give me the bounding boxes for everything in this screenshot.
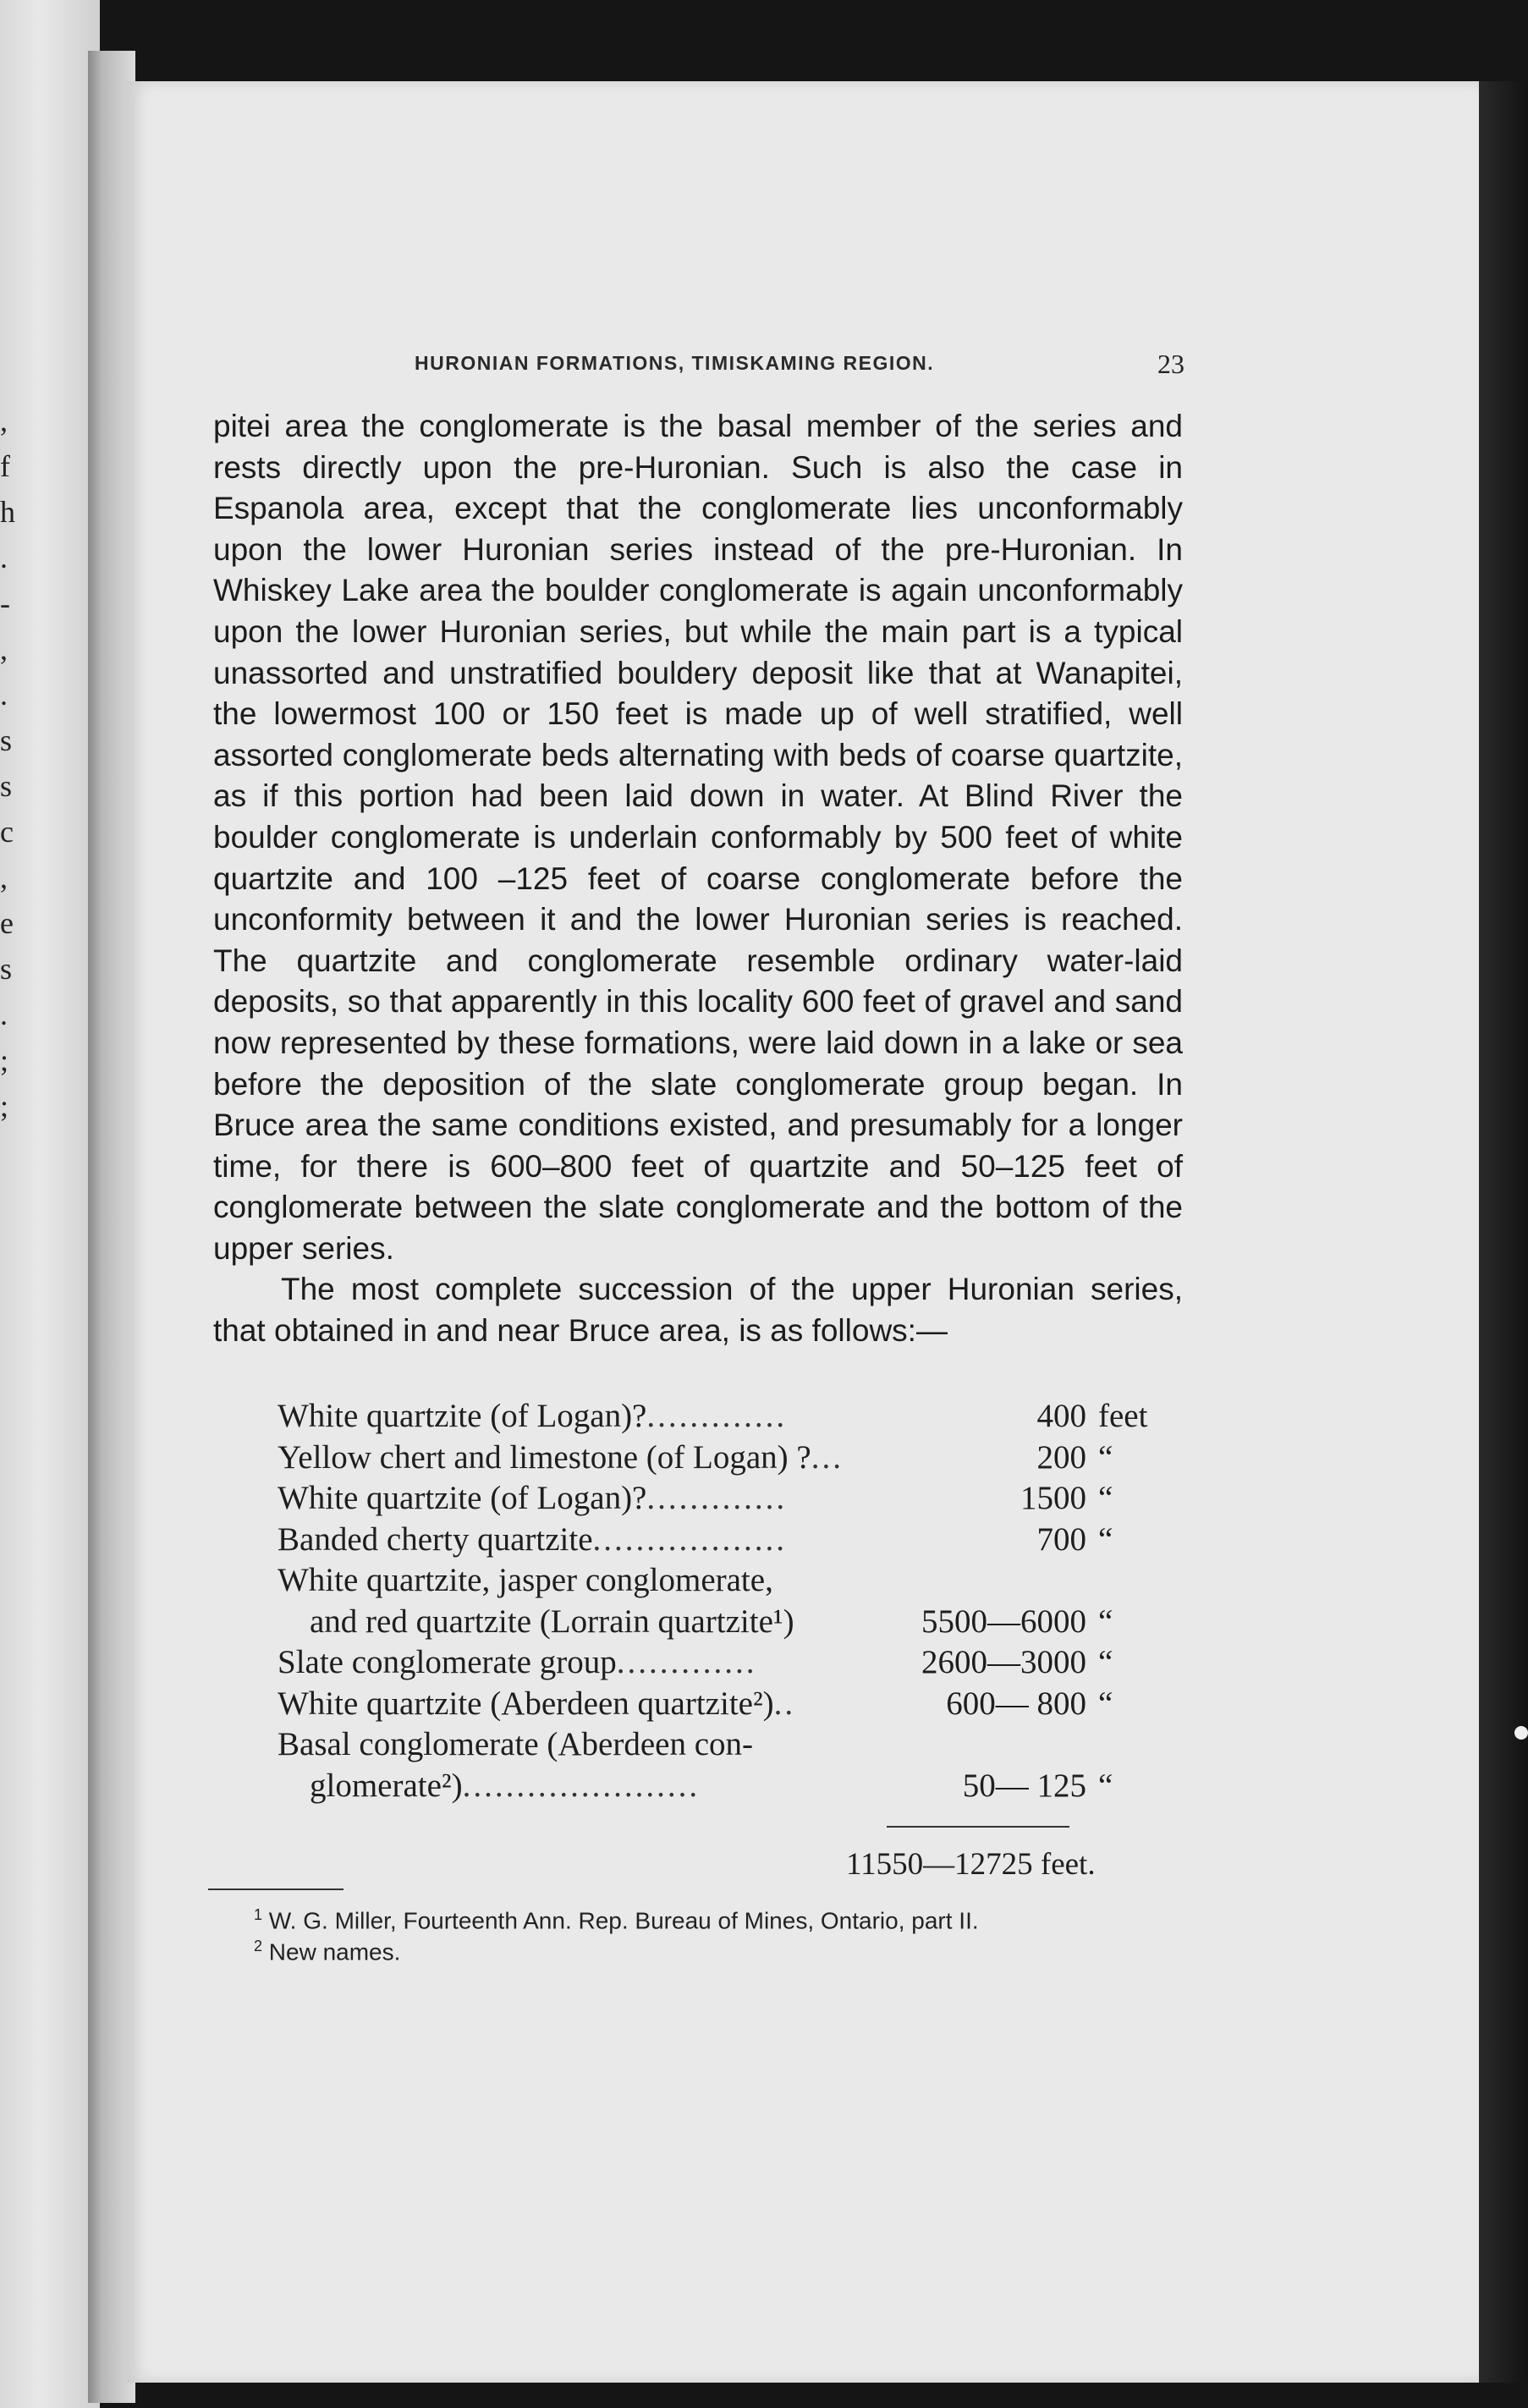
formation-label: Slate conglomerate group............. xyxy=(278,1644,757,1680)
thickness-unit: “ xyxy=(1098,1685,1113,1722)
thickness-value: 200 xyxy=(1036,1438,1086,1476)
table-row xyxy=(278,1520,1157,1561)
thickness-unit: “ xyxy=(1098,1767,1113,1804)
table-row xyxy=(278,1602,1157,1643)
table-row xyxy=(278,1396,1157,1438)
body-text xyxy=(213,406,1183,1352)
thickness-unit: “ xyxy=(1098,1644,1113,1680)
footnote-1: $^1$ W. G. Miller, Fourteenth Ann. Rep. Bureau of Mines, Ontario, part II. xyxy=(254,1906,979,1934)
thickness-value: 2600—3000 xyxy=(921,1644,1086,1680)
formation-label: Basal conglomerate (Aberdeen con- xyxy=(278,1726,753,1762)
thickness-unit: “ xyxy=(1098,1520,1113,1558)
formation-label: Banded cherty quartzite.................. xyxy=(278,1520,787,1558)
thickness-unit: “ xyxy=(1098,1603,1113,1640)
thickness-value xyxy=(909,1724,1086,1766)
thickness-value: 1500 xyxy=(1020,1480,1086,1516)
formation-label: White quartzite (of Logan)?............. xyxy=(278,1480,788,1516)
thickness-unit: “ xyxy=(1098,1438,1113,1476)
thickness-value xyxy=(909,1560,1086,1602)
table-row xyxy=(278,1642,1157,1684)
page-number: 23 xyxy=(1157,349,1184,379)
formation-label: White quartzite (of Logan)?............. xyxy=(278,1398,788,1434)
thickness-unit: feet xyxy=(1098,1398,1148,1434)
table-row xyxy=(278,1684,1157,1725)
table-row xyxy=(278,1560,1157,1602)
thickness-value: 5500—6000 xyxy=(921,1603,1086,1640)
paragraph: pitei area the conglomerate is the basal member of the series and rests directly upon the pre-Huronian. Such is also the case in Espanola area, except that the conglomerate lies unconformably upon the lower Huronian series instead of the pre-Huronian. In Whiskey Lake area the boulder conglomerate is again unconformably upon the lower Huronian series, but while the main part is a typical unassorted and unstratified bouldery deposit like that at Wanapitei, the lowermost 100 or 150 feet is made up of well stratified, well assorted conglomerate beds alternating with beds of coarse quartzite, as if this portion had been laid down in water. At Blind River the boulder conglomerate is underlain conformably by 500 feet of white quartzite and 100 –125 feet of coarse conglomerate before the unconformity between it and the lower Huronian series is reached. The quartzite and conglomerate resemble ordinary water-laid deposits, so that apparently in this locality 600 feet of gravel and sand now represented by these formations, were laid down in a lake or sea before the deposition of the slate conglomerate group began. In Bruce area the same conditions existed, and presumably for a longer time, for there is 600–800 feet of quartzite and 50–125 feet of conglomerate between the slate conglomerate and the bottom of the upper series. xyxy=(213,409,1183,1266)
thickness-value: 600— 800 xyxy=(946,1685,1086,1722)
thickness-unit xyxy=(1086,1724,1157,1766)
formation-label: White quartzite, jasper conglomerate, xyxy=(278,1562,773,1598)
thickness-value: 50— 125 xyxy=(962,1767,1086,1804)
footnotes xyxy=(254,1902,1184,1965)
page-right-shadow xyxy=(1479,81,1528,2383)
total-thickness: 11550—12725 feet. xyxy=(846,1847,1096,1882)
thickness-unit: “ xyxy=(1098,1480,1113,1516)
paragraph: The most complete succession of the upper Huronian series, that obtained in and near Bruce area, is as follows:— xyxy=(213,1272,1183,1349)
footnote-rule xyxy=(208,1888,344,1890)
adjacent-page-fragments: , f h . - , . s s c , e s . ; ; xyxy=(0,404,15,1123)
table-row xyxy=(278,1478,1157,1520)
table-row xyxy=(278,1766,1157,1807)
adjacent-page-strip xyxy=(0,0,100,2408)
footnote-2: $^2$ New names. xyxy=(254,1938,401,1965)
formation-label: Yellow chert and limestone (of Logan) ?... xyxy=(278,1438,844,1476)
formation-label: White quartzite (Aberdeen quartzite²).. xyxy=(278,1685,796,1722)
running-title: HURONIAN FORMATIONS, TIMISKAMING REGION. xyxy=(415,352,935,374)
table-row xyxy=(278,1438,1157,1479)
table-row xyxy=(278,1724,1157,1766)
scan-speck xyxy=(1514,1726,1528,1740)
thickness-unit xyxy=(1086,1560,1157,1602)
thickness-value: 700 xyxy=(1036,1520,1086,1558)
thickness-value: 400 xyxy=(1036,1398,1086,1434)
succession-table xyxy=(278,1396,1157,1806)
formation-label: and red quartzite (Lorrain quartzite¹) xyxy=(310,1603,794,1640)
sum-rule xyxy=(887,1826,1069,1828)
formation-label: glomerate²)...................... xyxy=(310,1767,701,1804)
